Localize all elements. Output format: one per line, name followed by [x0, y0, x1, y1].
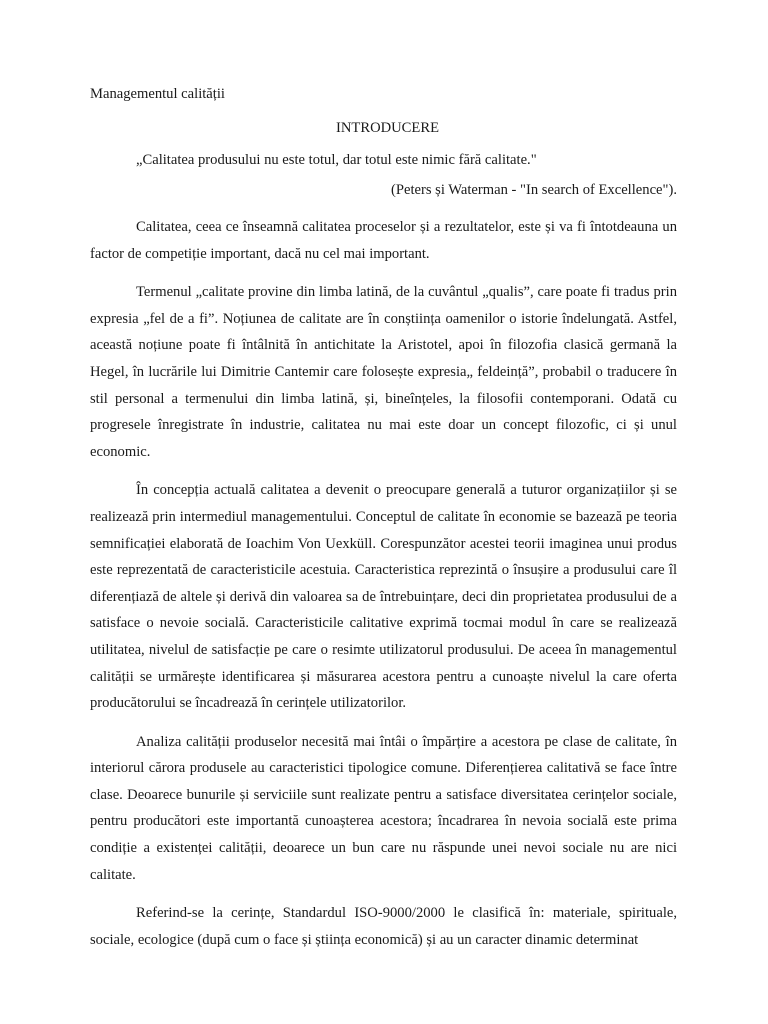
document-title: Managementul calității — [90, 86, 225, 102]
paragraph-quality-analysis: Analiza calității produselor necesită mai întâi o împărțire a acestora pe clase de calitate, în interiorul cărora produsele au caracteristici tipologice comune. Diferențierea calitativă se face între clase. Deoarece bunurile și serviciile sunt realizate pentru a satisface diversitatea cerințelor sociale, pentru producători este importantă cunoașterea acestora; încadrarea în nevoia socială este prima condiție a existenței calității, deoarece un bun care nu răspunde unei nevoi sociale nu are nici calitate. — [90, 733, 677, 883]
quote-attribution: (Peters și Waterman - "In search of Excellence"). — [390, 182, 677, 198]
paragraph-iso-requirements: Referind-se la cerințe, Standardul ISO-9000/2000 le clasifică în: materiale, spirituale, sociale, ecologice (după cum o face și știința economică) și au un caracter dinamic determinat — [90, 905, 677, 948]
paragraph-competition: Calitatea, ceea ce înseamnă calitatea proceselor și a rezultatelor, este și va fi întotdeauna un factor de competiție important, dacă nu cel mai important. — [90, 219, 677, 262]
document-page — [90, 84, 677, 965]
paragraph-current-concept: În concepția actuală calitatea a devenit o preocupare generală a tuturor organizațiilor și se realizează prin intermediul managementului. Conceptul de calitate în economie se bazează pe teoria semnificației elaborată de Ioachim Von Uexküll. Corespunzător acestei teorii imaginea unui produs este reprezentată de caracteristicile acestuia. Caracteristica reprezintă o însușire a produsului care îl diferențiază de altele și derivă din valoarea sa de întrebuințare, deci din proprietatea produsului de a satisface o nevoie socială. Caracteristicile calitative exprimă tocmai modul în care se realizează utilitatea, nivelul de satisfacție pe care o resimte utilizatorul produsului. De aceea în managementul calității se urmărește identificarea și măsurarea acestora pentru a cunoaște nivelul la care oferta producătorului se încadrează în cerințele utilizatorilor. — [90, 482, 677, 712]
motto-quote: „Calitatea produsului nu este totul, dar totul este nimic fără calitate." — [136, 152, 537, 168]
paragraph-term-origin: Termenul „calitate provine din limba latină, de la cuvântul „qualis”, care poate fi tradus prin expresia „fel de a fi”. Noțiunea de calitate are în conștiința oamenilor o istorie îndelungată. Astfel, această noțiune poate fi întâlnită în antichitate la Aristotel, apoi în filozofia clasică germană la Hegel, în lucrările lui Dimitrie Cantemir care folosește expresia„ feldeință”, probabil o traducere în stil personal a termenului din limba latină, și, bineînțeles, la filosofii contemporani. Odată cu progresele înregistrate în industrie, calitatea nu mai este doar un concept filozofic, ci și unul economic. — [90, 284, 677, 460]
section-heading: INTRODUCERE — [336, 120, 439, 136]
